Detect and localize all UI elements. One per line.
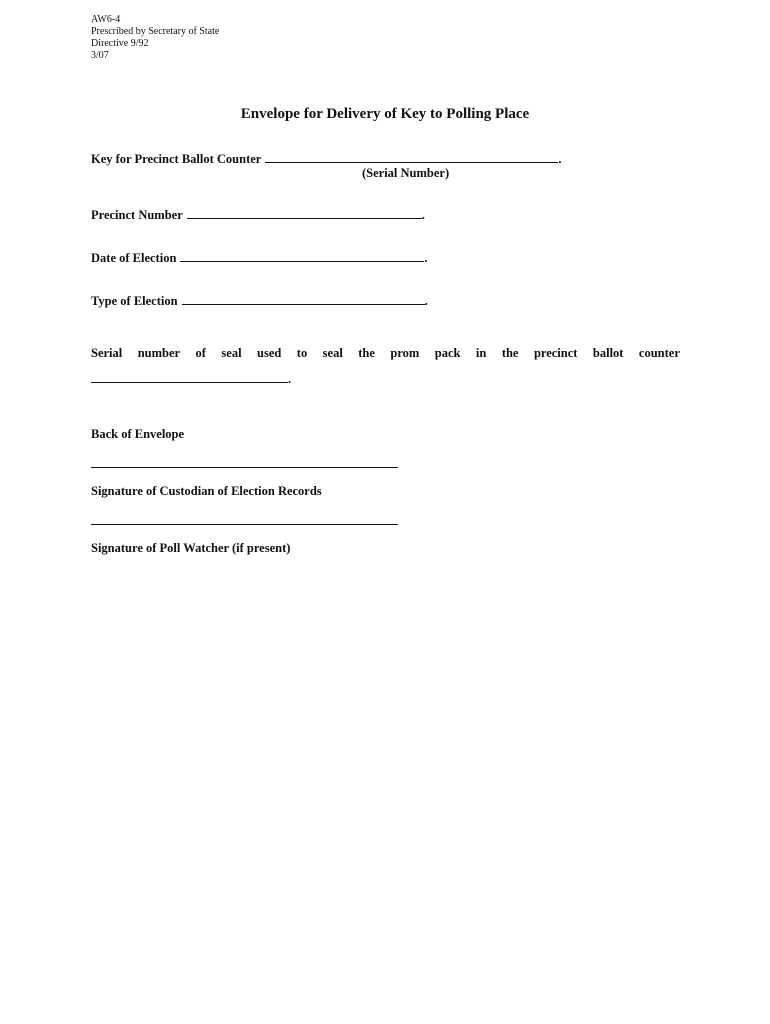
form-header: [91, 14, 219, 62]
precinct-field: [91, 206, 425, 223]
key-label: Key for Precinct Ballot Counter: [91, 152, 262, 166]
seal-sentence-word: ballot: [592, 346, 624, 360]
key-end-punct: .: [558, 152, 562, 166]
type-end-punct: .: [424, 294, 428, 308]
seal-sentence-word: to: [296, 346, 308, 360]
seal-sentence-word: number: [137, 346, 181, 360]
seal-serial-blank: [91, 370, 288, 383]
type-field: [91, 292, 428, 309]
custodian-signature-line: [91, 467, 398, 468]
revision-date: 3/07: [91, 50, 109, 61]
seal-serial-field: [91, 370, 291, 387]
precinct-blank: [187, 206, 422, 219]
date-label: Date of Election: [91, 251, 177, 265]
seal-sentence-word: the: [358, 346, 375, 360]
date-end-punct: .: [424, 251, 428, 265]
watcher-signature-label: Signature of Poll Watcher (if present): [91, 541, 291, 555]
seal-sentence-word: counter: [638, 346, 680, 360]
seal-sentence-word: precinct: [533, 346, 578, 360]
seal-sentence-word: in: [475, 346, 487, 360]
seal-serial-sentence: [91, 345, 680, 361]
seal-sentence-word: seal: [221, 346, 242, 360]
form-code: AW6-4: [91, 14, 121, 25]
back-of-envelope-heading: Back of Envelope: [91, 427, 185, 441]
prescribed-by: Prescribed by Secretary of State: [91, 26, 220, 37]
seal-sentence-word: seal: [322, 346, 343, 360]
date-blank: [180, 249, 424, 262]
precinct-label: Precinct Number: [91, 208, 183, 222]
custodian-signature-label: Signature of Custodian of Election Records: [91, 484, 322, 498]
document-title: Envelope for Delivery of Key to Polling Place: [240, 106, 530, 122]
key-field: [91, 150, 561, 167]
precinct-end-punct: .: [421, 208, 425, 222]
seal-sentence-word: the: [501, 346, 519, 360]
seal-sentence-word: pack: [434, 346, 461, 360]
date-field: [91, 249, 428, 266]
type-blank: [182, 292, 425, 305]
directive-number: Directive 9/92: [91, 38, 149, 49]
watcher-signature-line: [91, 524, 398, 525]
seal-sentence-word: Serial: [91, 346, 123, 360]
seal-sentence-word: used: [257, 346, 282, 360]
key-blank: [265, 150, 558, 163]
type-label: Type of Election: [91, 294, 178, 308]
seal-end-punct: .: [288, 372, 292, 386]
seal-sentence-word: of: [195, 346, 206, 360]
seal-sentence-word: prom: [390, 346, 420, 360]
serial-number-caption: (Serial Number): [362, 166, 450, 180]
